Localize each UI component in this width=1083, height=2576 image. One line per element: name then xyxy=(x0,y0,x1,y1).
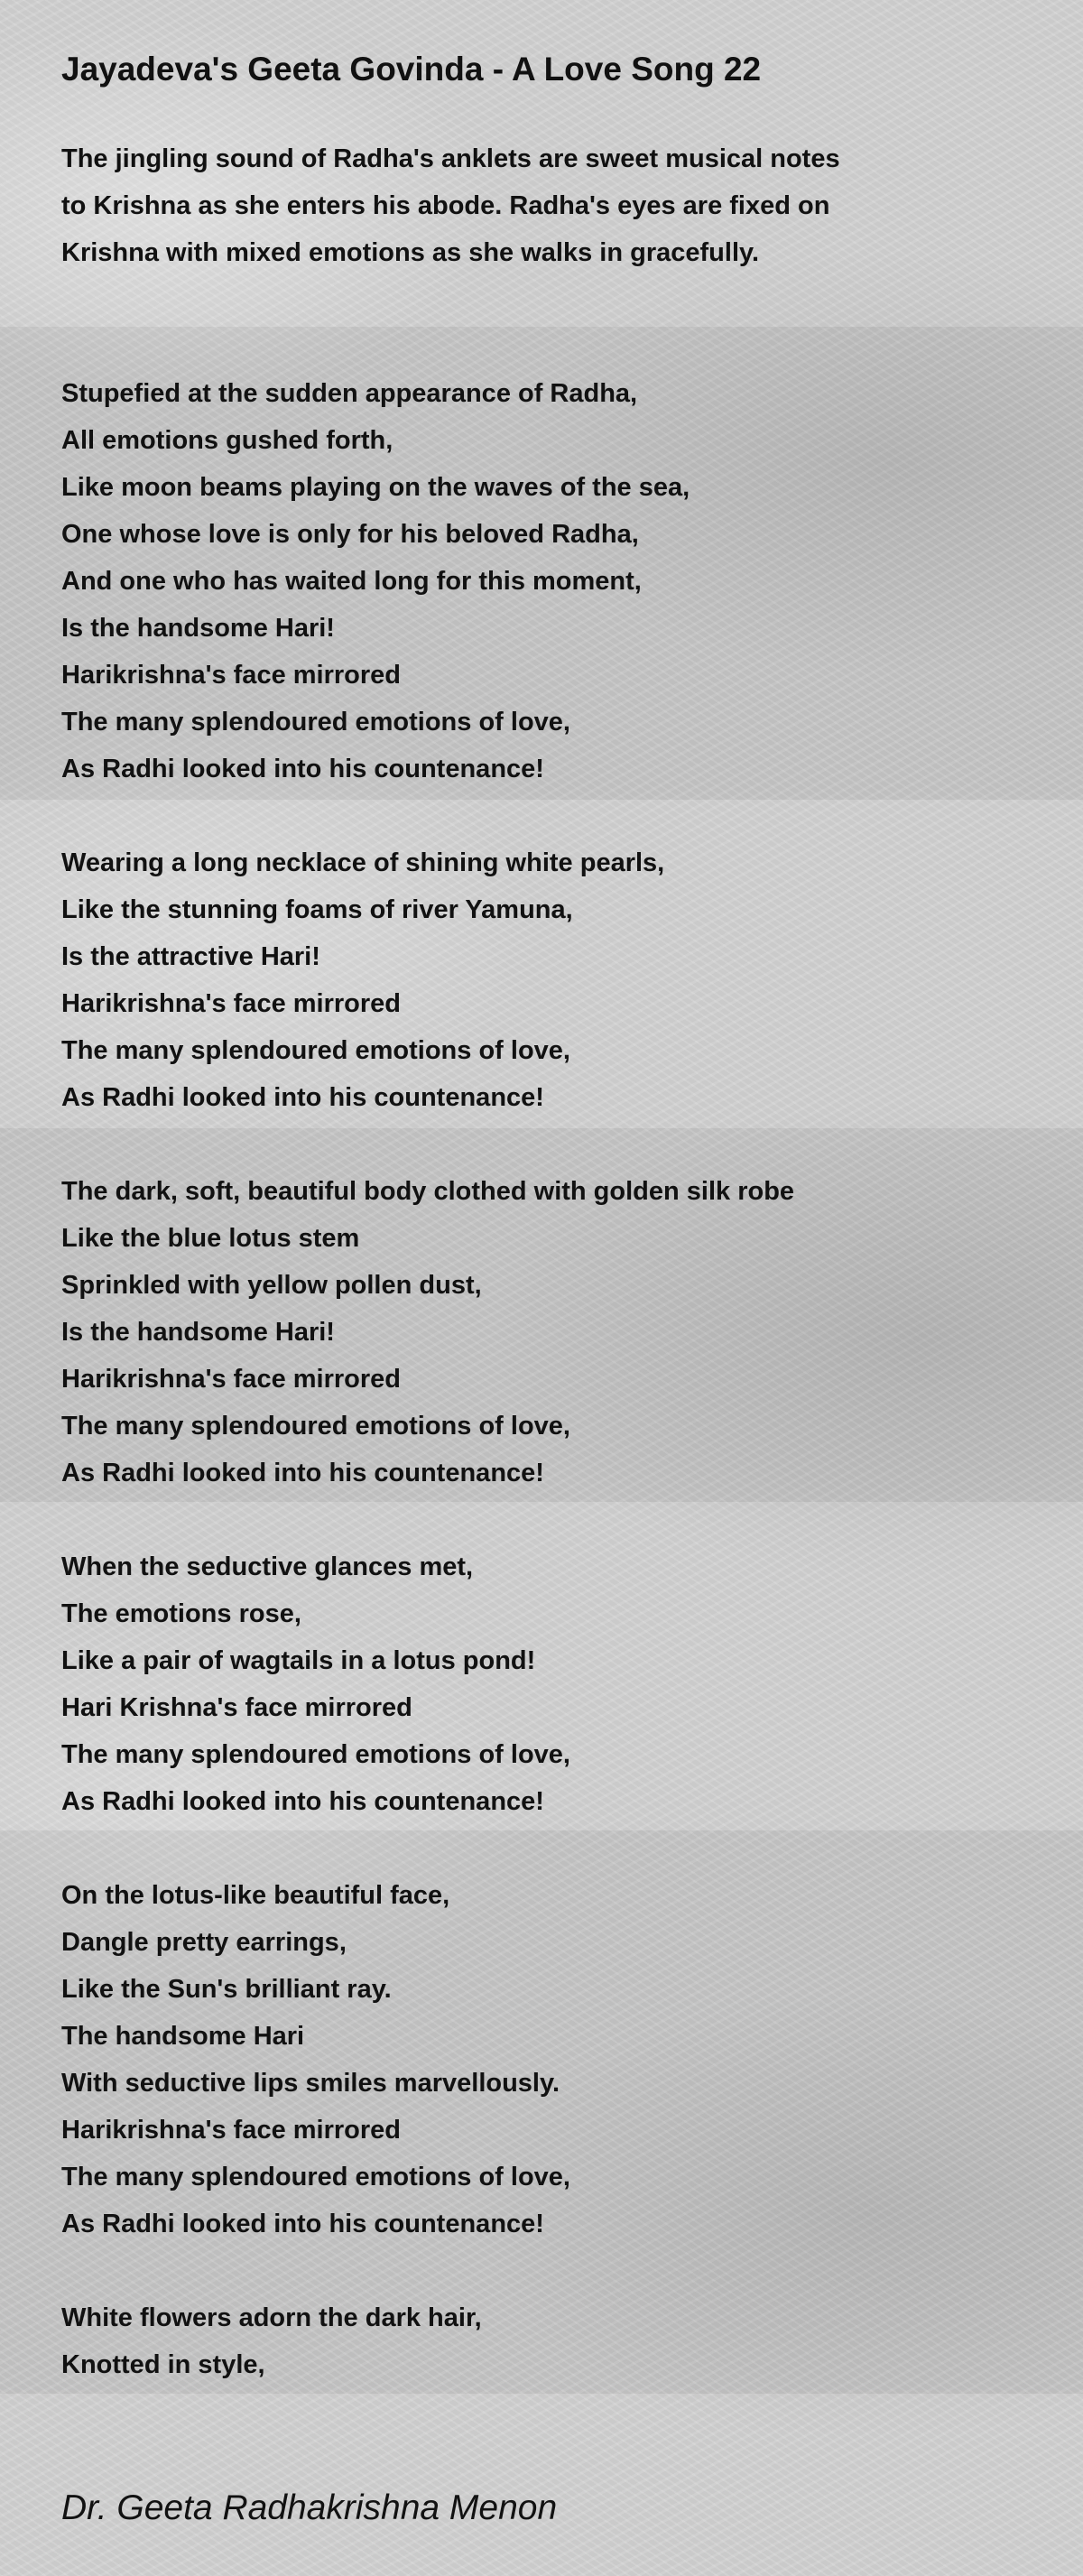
poem-line: Knotted in style, xyxy=(61,2350,265,2379)
poem-line: The dark, soft, beautiful body clothed with golden silk robe xyxy=(61,1177,795,1206)
poem-line: Is the handsome Hari! xyxy=(61,614,335,643)
poem-line: Stupefied at the sudden appearance of Radha, xyxy=(61,379,638,408)
poem-line: As Radhi looked into his countenance! xyxy=(61,755,544,783)
intro-line: to Krishna as she enters his abode. Radha's eyes are fixed on xyxy=(61,191,830,220)
poem-line: All emotions gushed forth, xyxy=(61,426,393,455)
poem-line: White flowers adorn the dark hair, xyxy=(61,2303,482,2332)
poem-line: Is the handsome Hari! xyxy=(61,1318,335,1347)
poem-line: The many splendoured emotions of love, xyxy=(61,1412,570,1441)
poem-line: Like a pair of wagtails in a lotus pond! xyxy=(61,1646,536,1675)
poem-line: As Radhi looked into his countenance! xyxy=(61,2210,544,2238)
poem-line: Harikrishna's face mirrored xyxy=(61,2116,402,2145)
poem-line: And one who has waited long for this moment, xyxy=(61,567,642,596)
poem-stanza xyxy=(61,370,1018,792)
poem-line: The many splendoured emotions of love, xyxy=(61,708,570,737)
poem-line: Like moon beams playing on the waves of the sea, xyxy=(61,473,690,502)
poem-line: Harikrishna's face mirrored xyxy=(61,989,402,1018)
poem-line: As Radhi looked into his countenance! xyxy=(61,1083,544,1112)
poem-line: Like the blue lotus stem xyxy=(61,1224,360,1253)
poem-line: Harikrishna's face mirrored xyxy=(61,661,402,690)
poem-line: The handsome Hari xyxy=(61,2022,305,2051)
poem-intro xyxy=(61,135,1018,276)
page-title: Jayadeva's Geeta Govinda - A Love Song 22 xyxy=(61,51,762,88)
poem-line: Is the attractive Hari! xyxy=(61,942,320,971)
poem-stanza xyxy=(61,2294,1018,2388)
poem-line: Hari Krishna's face mirrored xyxy=(61,1693,412,1722)
intro-line: Krishna with mixed emotions as she walks in gracefully. xyxy=(61,238,760,267)
poem-line: When the seductive glances met, xyxy=(61,1552,474,1581)
poem-line: As Radhi looked into his countenance! xyxy=(61,1787,544,1816)
poem-stanza xyxy=(61,1872,1018,2247)
poem-line: Sprinkled with yellow pollen dust, xyxy=(61,1271,482,1300)
poem-line: Dangle pretty earrings, xyxy=(61,1928,347,1957)
poem-stanza xyxy=(61,1168,1018,1496)
poem-line: Wearing a long necklace of shining white pearls, xyxy=(61,848,665,877)
poem-line: The many splendoured emotions of love, xyxy=(61,1740,570,1769)
poem-stanza xyxy=(61,1543,1018,1825)
poem-line: Harikrishna's face mirrored xyxy=(61,1365,402,1394)
poem-line: The many splendoured emotions of love, xyxy=(61,2163,570,2191)
poem-body xyxy=(61,370,1018,2435)
poem-line: As Radhi looked into his countenance! xyxy=(61,1459,544,1487)
poem-line: With seductive lips smiles marvellously. xyxy=(61,2069,560,2098)
poem-author: Dr. Geeta Radhakrishna Menon xyxy=(61,2488,558,2527)
poem-line: Like the stunning foams of river Yamuna, xyxy=(61,895,573,924)
poem-stanza xyxy=(61,839,1018,1121)
poem-line: The emotions rose, xyxy=(61,1599,301,1628)
poem-line: The many splendoured emotions of love, xyxy=(61,1036,570,1065)
poem-line: Like the Sun's brilliant ray. xyxy=(61,1975,392,2004)
poem-line: On the lotus-like beautiful face, xyxy=(61,1881,450,1910)
poem-line: One whose love is only for his beloved Radha, xyxy=(61,520,639,549)
intro-line: The jingling sound of Radha's anklets are sweet musical notes xyxy=(61,144,840,173)
